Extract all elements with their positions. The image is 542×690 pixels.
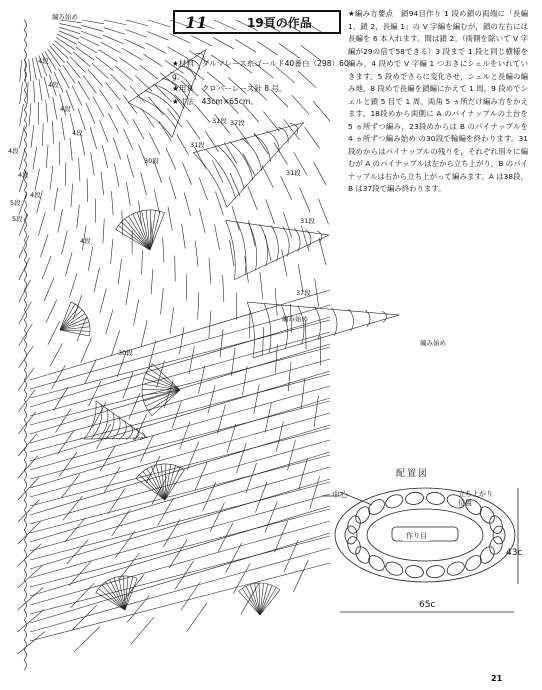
chart-stitches	[17, 20, 399, 670]
center-label: 中心	[332, 490, 348, 499]
round-label: 31段	[190, 141, 205, 149]
round-label: 4段	[48, 81, 59, 89]
materials-size: ★寸法 43cm×65cm。	[172, 96, 259, 106]
instructions-block	[348, 8, 528, 196]
placement-diagram-title: 配置図	[396, 469, 430, 479]
round-label: 31段	[212, 117, 227, 125]
chart-start-label: 編み始め	[420, 339, 446, 347]
width-dimension: 65c	[419, 600, 436, 610]
start-position-line1: 立ち上がり	[458, 490, 493, 498]
start-position-line2: 位置	[458, 499, 472, 507]
materials-yarn: ★材料 ダルマレース糸ゴールド40番白（298）60 g。	[172, 59, 349, 81]
round-label: 4段	[18, 171, 29, 179]
round-label: 37段	[296, 289, 311, 297]
pattern-title: 19頁の作品	[247, 15, 312, 30]
round-label: 5段	[12, 215, 23, 223]
round-label: 4段	[72, 129, 83, 137]
round-label: 4段	[8, 147, 19, 155]
round-label: 37段	[230, 119, 245, 127]
instructions-text: ★編み方要点 鎖94目作り 1 段め鎖の両端に「長編 1，鎖 2，長編 1」の V 字編を編むが，鎖の左右には長編を 6 本入れます。間は鎖 2。（両側を除いて V 字編が29の倍で58できる）3 段まで 1 段と同じ横様を編み，4 段めで V 字編 1 つおきにシェルをいれていきます。5 段めでさらに変化させ，シェルと長編の編み地，8 段めで長編を鎖編にかえて 1 周。9 段めでシェルと鎖 5 目で 1 周。両角 5 ヵ所だけ編み方をかえます。18段めから両側に A のパイナップルの土台を 5 ヵ所ずつ編み，23段めからは B のパイナップルを 4 ヵ所ずつ編み始め の30段で輪編を終わります。31段めからはパイナップルの残りを，それぞれ別々に編むが A のパイナップルは左から立ち上がり，B のパイナップルは右から立ち上がって編みます。A は38段，B は37段で編み終わります。	[348, 9, 528, 193]
page-number: 21	[491, 674, 503, 683]
start-position-label	[458, 490, 493, 508]
round-label: 4段	[60, 105, 71, 113]
round-label: 30段	[144, 157, 159, 165]
pattern-number: 11	[185, 12, 208, 32]
chart-start-label: 編み始め	[52, 13, 78, 21]
round-label: 4段	[80, 237, 91, 245]
foundation-chain-label: 作り目	[403, 531, 430, 541]
materials-tools: ★用具 クロバーレース針 8 号。	[172, 84, 287, 93]
height-dimension: 43c	[506, 548, 523, 558]
round-label: 5段	[10, 199, 21, 207]
round-label: 4段	[30, 191, 41, 199]
materials-block	[172, 58, 352, 108]
chart-start-label: 編み始め	[282, 315, 308, 323]
round-label: 4段	[38, 57, 49, 65]
round-label: 30段	[118, 349, 133, 357]
pattern-title-box	[173, 10, 341, 34]
round-label: 31段	[300, 217, 315, 225]
round-label: 31段	[286, 169, 301, 177]
